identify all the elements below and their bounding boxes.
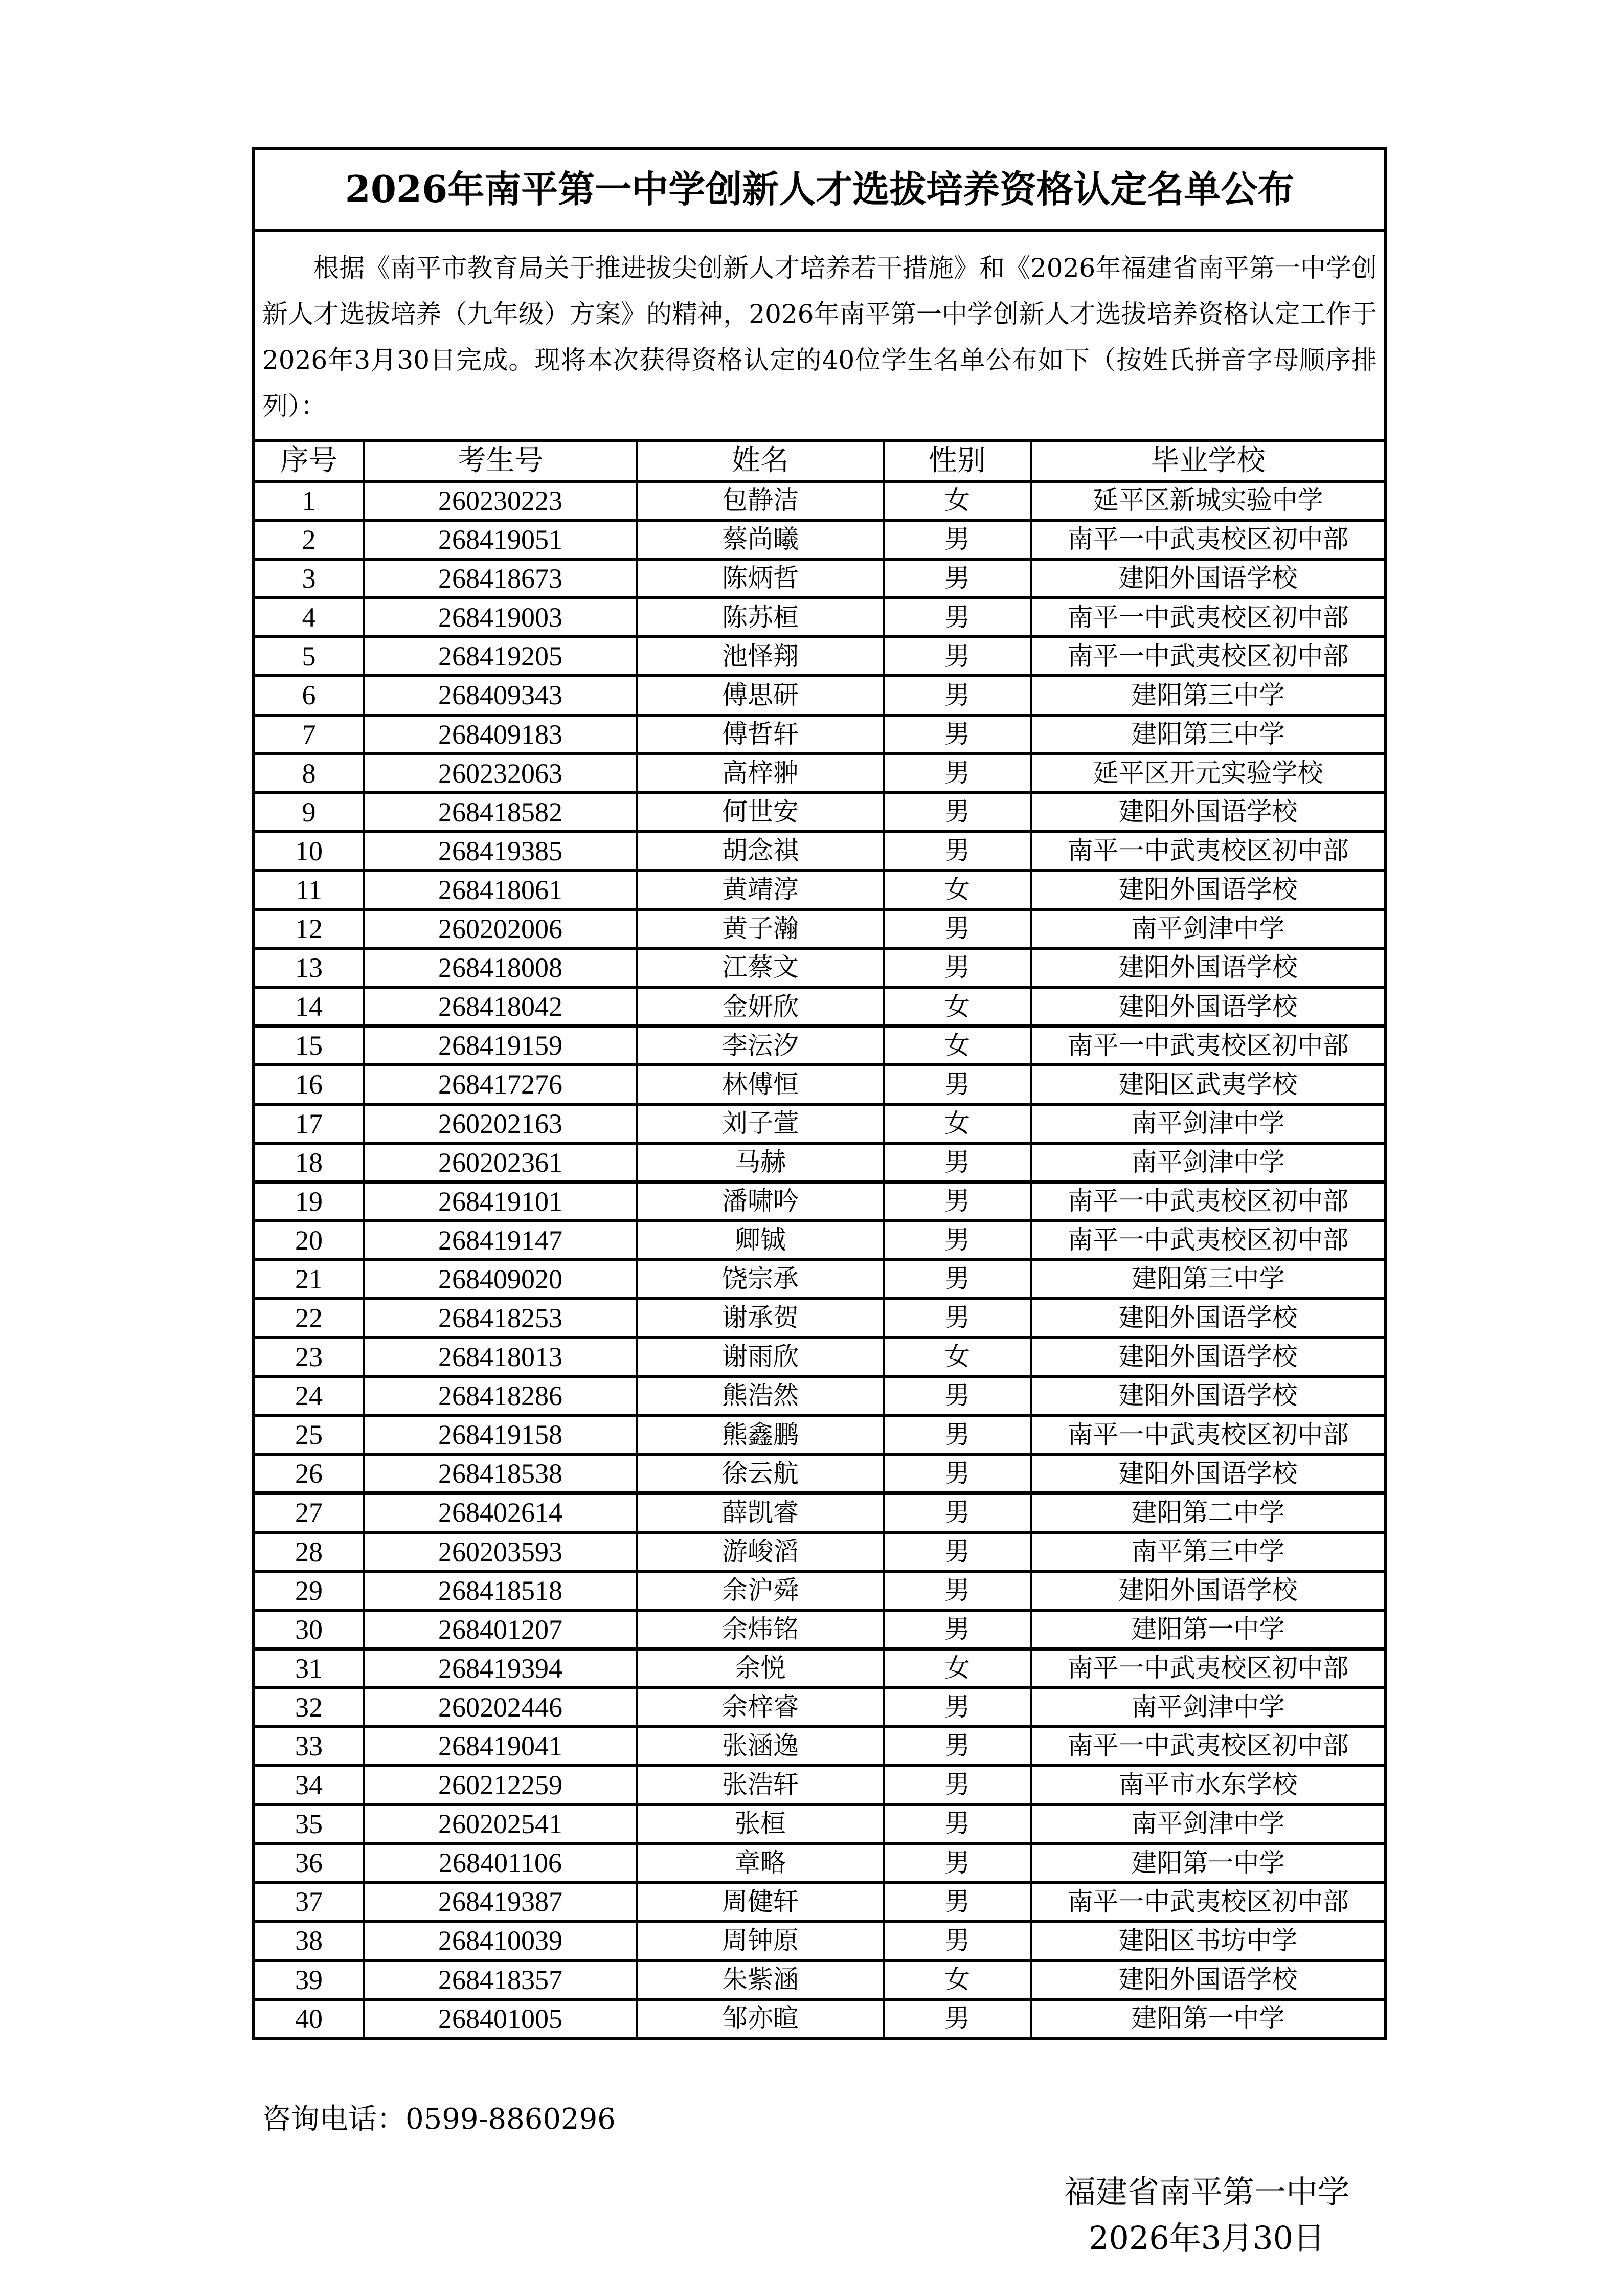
cell-index: 30 xyxy=(255,1610,364,1649)
cell-school: 南平一中武夷校区初中部 xyxy=(1031,1026,1384,1065)
cell-school: 建阳第二中学 xyxy=(1031,1493,1384,1532)
table-row xyxy=(255,793,1384,832)
cell-index: 5 xyxy=(255,637,364,676)
cell-school: 建阳区书坊中学 xyxy=(1031,1921,1384,1960)
table-row xyxy=(255,520,1384,559)
cell-school: 建阳外国语学校 xyxy=(1031,1299,1384,1338)
cell-school: 南平一中武夷校区初中部 xyxy=(1031,1415,1384,1454)
cell-school: 建阳第三中学 xyxy=(1031,715,1384,754)
cell-gender: 男 xyxy=(884,1843,1031,1882)
cell-index: 11 xyxy=(255,871,364,909)
cell-index: 24 xyxy=(255,1376,364,1415)
cell-index: 1 xyxy=(255,481,364,520)
cell-gender: 女 xyxy=(884,987,1031,1026)
cell-school: 建阳外国语学校 xyxy=(1031,948,1384,987)
table-row xyxy=(255,832,1384,871)
contact-phone: 咨询电话：0599-8860296 xyxy=(262,2102,616,2136)
cell-exam-id: 268419394 xyxy=(364,1649,637,1688)
cell-exam-id: 260202446 xyxy=(364,1688,637,1727)
cell-index: 8 xyxy=(255,754,364,793)
table-row xyxy=(255,1532,1384,1571)
signature-block xyxy=(1053,2169,1360,2261)
cell-index: 2 xyxy=(255,520,364,559)
intro-paragraph: 根据《南平市教育局关于推进拔尖创新人才培养若干措施》和《2026年福建省南平第一中学创新人才选拔培养（九年级）方案》的精神，2026年南平第一中学创新人才选拔培养资格认定工作于2026年3月30日完成。现将本次获得资格认定的40位学生名单公布如下（按姓氏拼音字母顺序排列）： xyxy=(255,232,1384,442)
cell-school: 南平一中武夷校区初中部 xyxy=(1031,520,1384,559)
cell-exam-id: 260212259 xyxy=(364,1766,637,1804)
cell-name: 余悦 xyxy=(637,1649,884,1688)
column-header-exam-id: 考生号 xyxy=(364,442,637,481)
cell-exam-id: 268419387 xyxy=(364,1882,637,1921)
cell-gender: 女 xyxy=(884,1104,1031,1143)
cell-gender: 男 xyxy=(884,598,1031,637)
cell-school: 南平市水东学校 xyxy=(1031,1766,1384,1804)
cell-exam-id: 268419051 xyxy=(364,520,637,559)
cell-name: 包静洁 xyxy=(637,481,884,520)
cell-index: 16 xyxy=(255,1065,364,1104)
cell-index: 20 xyxy=(255,1221,364,1260)
cell-index: 29 xyxy=(255,1571,364,1610)
table-row xyxy=(255,1999,1384,2037)
cell-gender: 女 xyxy=(884,1960,1031,1999)
table-row xyxy=(255,1882,1384,1921)
cell-index: 3 xyxy=(255,559,364,598)
cell-school: 南平一中武夷校区初中部 xyxy=(1031,832,1384,871)
cell-gender: 女 xyxy=(884,1338,1031,1376)
cell-exam-id: 260202541 xyxy=(364,1804,637,1843)
cell-gender: 男 xyxy=(884,1532,1031,1571)
cell-exam-id: 268418357 xyxy=(364,1960,637,1999)
cell-gender: 男 xyxy=(884,715,1031,754)
cell-name: 傅思研 xyxy=(637,676,884,715)
table-row xyxy=(255,1143,1384,1182)
cell-name: 江蔡文 xyxy=(637,948,884,987)
footer-area xyxy=(252,2101,1387,2261)
cell-name: 黄子瀚 xyxy=(637,909,884,948)
table-row xyxy=(255,1338,1384,1376)
cell-school: 建阳第三中学 xyxy=(1031,1260,1384,1299)
cell-index: 39 xyxy=(255,1960,364,1999)
column-header-gender: 性别 xyxy=(884,442,1031,481)
cell-exam-id: 268419041 xyxy=(364,1727,637,1766)
cell-school: 南平剑津中学 xyxy=(1031,1143,1384,1182)
table-row xyxy=(255,1493,1384,1532)
cell-gender: 男 xyxy=(884,1688,1031,1727)
cell-name: 余炜铭 xyxy=(637,1610,884,1649)
cell-gender: 男 xyxy=(884,637,1031,676)
cell-exam-id: 268401005 xyxy=(364,1999,637,2037)
cell-school: 建阳第一中学 xyxy=(1031,1843,1384,1882)
cell-school: 南平一中武夷校区初中部 xyxy=(1031,1727,1384,1766)
cell-gender: 男 xyxy=(884,1299,1031,1338)
cell-exam-id: 268417276 xyxy=(364,1065,637,1104)
cell-name: 游峻滔 xyxy=(637,1532,884,1571)
cell-exam-id: 260230223 xyxy=(364,481,637,520)
cell-exam-id: 268419003 xyxy=(364,598,637,637)
cell-index: 36 xyxy=(255,1843,364,1882)
cell-name: 张涵逸 xyxy=(637,1727,884,1766)
column-header-index: 序号 xyxy=(280,444,337,478)
table-row xyxy=(255,1960,1384,1999)
cell-name: 徐云航 xyxy=(637,1454,884,1493)
cell-exam-id: 268418582 xyxy=(364,793,637,832)
cell-gender: 男 xyxy=(884,520,1031,559)
cell-name: 陈炳哲 xyxy=(637,559,884,598)
cell-name: 卿铖 xyxy=(637,1221,884,1260)
cell-exam-id: 268418518 xyxy=(364,1571,637,1610)
cell-index: 38 xyxy=(255,1921,364,1960)
cell-school: 南平一中武夷校区初中部 xyxy=(1031,1649,1384,1688)
table-row xyxy=(255,1610,1384,1649)
cell-index: 28 xyxy=(255,1532,364,1571)
cell-school: 南平剑津中学 xyxy=(1031,909,1384,948)
cell-index: 21 xyxy=(255,1260,364,1299)
cell-exam-id: 268409183 xyxy=(364,715,637,754)
table-row xyxy=(255,1221,1384,1260)
cell-gender: 男 xyxy=(884,1804,1031,1843)
cell-exam-id: 268419159 xyxy=(364,1026,637,1065)
cell-gender: 男 xyxy=(884,1221,1031,1260)
cell-gender: 女 xyxy=(884,481,1031,520)
cell-name: 熊鑫鹏 xyxy=(637,1415,884,1454)
cell-school: 建阳外国语学校 xyxy=(1031,1376,1384,1415)
student-roster-table xyxy=(255,442,1384,2037)
cell-gender: 男 xyxy=(884,793,1031,832)
table-row xyxy=(255,1843,1384,1882)
table-row xyxy=(255,1415,1384,1454)
table-row xyxy=(255,559,1384,598)
cell-school: 建阳区武夷学校 xyxy=(1031,1065,1384,1104)
cell-school: 建阳外国语学校 xyxy=(1031,987,1384,1026)
cell-index: 26 xyxy=(255,1454,364,1493)
cell-exam-id: 260232063 xyxy=(364,754,637,793)
cell-index: 12 xyxy=(255,909,364,948)
cell-school: 南平一中武夷校区初中部 xyxy=(1031,1882,1384,1921)
cell-gender: 男 xyxy=(884,1882,1031,1921)
cell-school: 建阳外国语学校 xyxy=(1031,871,1384,909)
cell-name: 何世安 xyxy=(637,793,884,832)
cell-school: 南平一中武夷校区初中部 xyxy=(1031,1182,1384,1221)
table-row xyxy=(255,871,1384,909)
table-row xyxy=(255,1571,1384,1610)
cell-school: 建阳第一中学 xyxy=(1031,1999,1384,2037)
cell-name: 刘子萱 xyxy=(637,1104,884,1143)
cell-name: 李沄汐 xyxy=(637,1026,884,1065)
table-row xyxy=(255,1727,1384,1766)
table-row xyxy=(255,1688,1384,1727)
table-row xyxy=(255,481,1384,520)
cell-exam-id: 268409343 xyxy=(364,676,637,715)
cell-gender: 男 xyxy=(884,1610,1031,1649)
cell-name: 熊浩然 xyxy=(637,1376,884,1415)
table-row xyxy=(255,1921,1384,1960)
table-row xyxy=(255,1026,1384,1065)
cell-gender: 男 xyxy=(884,1999,1031,2037)
table-header-row xyxy=(255,442,1384,481)
cell-name: 高梓翀 xyxy=(637,754,884,793)
cell-school: 建阳外国语学校 xyxy=(1031,793,1384,832)
table-row xyxy=(255,715,1384,754)
cell-index: 27 xyxy=(255,1493,364,1532)
cell-name: 池怿翔 xyxy=(637,637,884,676)
cell-gender: 男 xyxy=(884,1727,1031,1766)
cell-exam-id: 260202163 xyxy=(364,1104,637,1143)
cell-school: 建阳外国语学校 xyxy=(1031,1338,1384,1376)
cell-name: 饶宗承 xyxy=(637,1260,884,1299)
cell-name: 陈苏桓 xyxy=(637,598,884,637)
cell-name: 邹亦暄 xyxy=(637,1999,884,2037)
cell-school: 南平第三中学 xyxy=(1031,1532,1384,1571)
cell-exam-id: 268401106 xyxy=(364,1843,637,1882)
cell-name: 章略 xyxy=(637,1843,884,1882)
cell-gender: 男 xyxy=(884,1260,1031,1299)
cell-name: 朱紫涵 xyxy=(637,1960,884,1999)
cell-gender: 男 xyxy=(884,1376,1031,1415)
cell-gender: 男 xyxy=(884,1454,1031,1493)
cell-exam-id: 268402614 xyxy=(364,1493,637,1532)
cell-index: 15 xyxy=(255,1026,364,1065)
table-row xyxy=(255,598,1384,637)
cell-index: 31 xyxy=(255,1649,364,1688)
cell-exam-id: 268418061 xyxy=(364,871,637,909)
cell-index: 33 xyxy=(255,1727,364,1766)
cell-school: 南平一中武夷校区初中部 xyxy=(1031,598,1384,637)
cell-school: 延平区开元实验学校 xyxy=(1031,754,1384,793)
cell-name: 周健轩 xyxy=(637,1882,884,1921)
cell-index: 19 xyxy=(255,1182,364,1221)
cell-exam-id: 268419205 xyxy=(364,637,637,676)
cell-gender: 男 xyxy=(884,676,1031,715)
cell-exam-id: 268419158 xyxy=(364,1415,637,1454)
cell-exam-id: 268409020 xyxy=(364,1260,637,1299)
document-title: 2026年南平第一中学创新人才选拔培养资格认定名单公布 xyxy=(255,150,1384,232)
cell-gender: 男 xyxy=(884,832,1031,871)
cell-name: 潘啸吟 xyxy=(637,1182,884,1221)
column-header-name: 姓名 xyxy=(637,442,884,481)
cell-school: 建阳第三中学 xyxy=(1031,676,1384,715)
cell-exam-id: 268418538 xyxy=(364,1454,637,1493)
cell-name: 张浩轩 xyxy=(637,1766,884,1804)
cell-gender: 女 xyxy=(884,1026,1031,1065)
cell-school: 南平剑津中学 xyxy=(1031,1804,1384,1843)
cell-name: 谢雨欣 xyxy=(637,1338,884,1376)
cell-name: 林傅恒 xyxy=(637,1065,884,1104)
cell-index: 35 xyxy=(255,1804,364,1843)
cell-gender: 男 xyxy=(884,1766,1031,1804)
cell-exam-id: 268418008 xyxy=(364,948,637,987)
cell-exam-id: 260202361 xyxy=(364,1143,637,1182)
cell-exam-id: 268410039 xyxy=(364,1921,637,1960)
cell-name: 张桓 xyxy=(637,1804,884,1843)
cell-exam-id: 268418013 xyxy=(364,1338,637,1376)
cell-name: 薛凯睿 xyxy=(637,1493,884,1532)
table-row xyxy=(255,754,1384,793)
cell-index: 9 xyxy=(255,793,364,832)
cell-school: 建阳外国语学校 xyxy=(1031,559,1384,598)
table-row xyxy=(255,948,1384,987)
table-row xyxy=(255,1182,1384,1221)
cell-gender: 男 xyxy=(884,559,1031,598)
table-row xyxy=(255,987,1384,1026)
table-row xyxy=(255,1299,1384,1338)
cell-index: 34 xyxy=(255,1766,364,1804)
cell-name: 胡念祺 xyxy=(637,832,884,871)
cell-index: 4 xyxy=(255,598,364,637)
cell-school: 南平一中武夷校区初中部 xyxy=(1031,1221,1384,1260)
cell-index: 6 xyxy=(255,676,364,715)
cell-school: 延平区新城实验中学 xyxy=(1031,481,1384,520)
cell-exam-id: 268418042 xyxy=(364,987,637,1026)
cell-exam-id: 268418253 xyxy=(364,1299,637,1338)
cell-school: 南平一中武夷校区初中部 xyxy=(1031,637,1384,676)
cell-name: 余沪舜 xyxy=(637,1571,884,1610)
table-row xyxy=(255,1454,1384,1493)
cell-index: 18 xyxy=(255,1143,364,1182)
cell-index: 32 xyxy=(255,1688,364,1727)
cell-name: 马赫 xyxy=(637,1143,884,1182)
cell-index: 10 xyxy=(255,832,364,871)
table-row xyxy=(255,1065,1384,1104)
cell-name: 傅哲轩 xyxy=(637,715,884,754)
cell-school: 建阳外国语学校 xyxy=(1031,1454,1384,1493)
table-row xyxy=(255,1766,1384,1804)
cell-name: 黄靖淳 xyxy=(637,871,884,909)
cell-index: 17 xyxy=(255,1104,364,1143)
cell-gender: 女 xyxy=(884,1649,1031,1688)
cell-exam-id: 268418673 xyxy=(364,559,637,598)
cell-school: 建阳第一中学 xyxy=(1031,1610,1384,1649)
table-row xyxy=(255,1260,1384,1299)
table-row xyxy=(255,1804,1384,1843)
cell-gender: 男 xyxy=(884,1493,1031,1532)
cell-exam-id: 268418286 xyxy=(364,1376,637,1415)
cell-gender: 女 xyxy=(884,871,1031,909)
cell-index: 37 xyxy=(255,1882,364,1921)
cell-name: 金妍欣 xyxy=(637,987,884,1026)
signature-date: 2026年3月30日 xyxy=(1088,2219,1325,2257)
cell-exam-id: 268401207 xyxy=(364,1610,637,1649)
cell-gender: 男 xyxy=(884,909,1031,948)
table-row xyxy=(255,1649,1384,1688)
cell-school: 南平剑津中学 xyxy=(1031,1104,1384,1143)
cell-exam-id: 268419147 xyxy=(364,1221,637,1260)
cell-index: 13 xyxy=(255,948,364,987)
cell-index: 14 xyxy=(255,987,364,1026)
cell-exam-id: 268419385 xyxy=(364,832,637,871)
table-row xyxy=(255,909,1384,948)
cell-exam-id: 268419101 xyxy=(364,1182,637,1221)
column-header-school: 毕业学校 xyxy=(1031,442,1384,481)
signature-organization: 福建省南平第一中学 xyxy=(1064,2173,1349,2211)
cell-name: 蔡尚曦 xyxy=(637,520,884,559)
cell-gender: 男 xyxy=(884,1182,1031,1221)
cell-exam-id: 260202006 xyxy=(364,909,637,948)
cell-gender: 男 xyxy=(884,948,1031,987)
table-row xyxy=(255,1104,1384,1143)
cell-index: 25 xyxy=(255,1415,364,1454)
cell-name: 周钟原 xyxy=(637,1921,884,1960)
cell-exam-id: 260203593 xyxy=(364,1532,637,1571)
cell-gender: 男 xyxy=(884,1921,1031,1960)
cell-school: 建阳外国语学校 xyxy=(1031,1960,1384,1999)
table-row xyxy=(255,1376,1384,1415)
cell-index: 22 xyxy=(255,1299,364,1338)
cell-gender: 男 xyxy=(884,1571,1031,1610)
announcement-sheet xyxy=(252,147,1387,2040)
cell-index: 23 xyxy=(255,1338,364,1376)
cell-gender: 男 xyxy=(884,1065,1031,1104)
cell-index: 40 xyxy=(255,1999,364,2037)
cell-gender: 男 xyxy=(884,1143,1031,1182)
cell-school: 南平剑津中学 xyxy=(1031,1688,1384,1727)
table-row xyxy=(255,637,1384,676)
cell-gender: 男 xyxy=(884,754,1031,793)
cell-name: 谢承贺 xyxy=(637,1299,884,1338)
cell-gender: 男 xyxy=(884,1415,1031,1454)
table-row xyxy=(255,676,1384,715)
cell-school: 建阳外国语学校 xyxy=(1031,1571,1384,1610)
table-body xyxy=(255,481,1384,2037)
cell-index: 7 xyxy=(255,715,364,754)
cell-name: 余梓睿 xyxy=(637,1688,884,1727)
